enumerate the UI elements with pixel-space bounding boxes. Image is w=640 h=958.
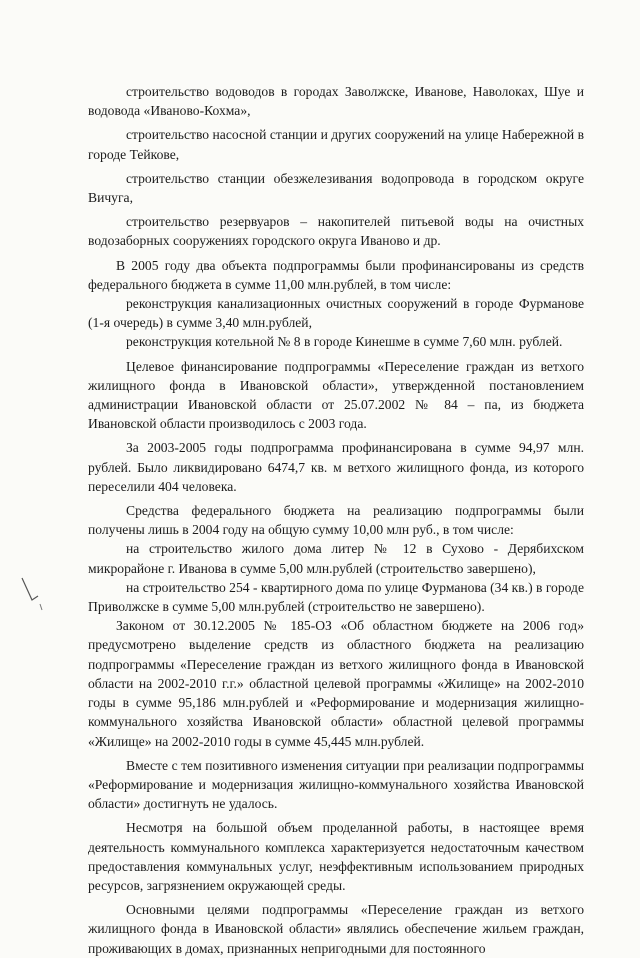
paragraph-16: Основными целями подпрограммы «Переселение граждан из ветхого жилищного фонда в Ивановской области» являлись обеспечение жильем граждан, проживающих в домах, признанных непригодными для постоянного <box>88 902 584 956</box>
paragraph-2: строительство насосной станции и других сооружений на улице Набережной в городе Тейкове, <box>88 127 584 162</box>
paragraph-7: реконструкция котельной № 8 в городе Кинешме в сумме 7,60 млн. рублей. <box>126 334 563 350</box>
paragraph-10: Средства федерального бюджета на реализацию подпрограммы были получены лишь в 2004 году на общую сумму 10,00 млн руб., в том числе: <box>88 503 584 538</box>
paragraph-13: Законом от 30.12.2005 № 185-ОЗ «Об областном бюджете на 2006 год» предусмотрено выделение средств из областного бюджета на реализацию подпрограммы «Переселение граждан из ветхого жилищного фонда в Ивановской области на 2002-2010 г.г.» областной целевой программы «Жилище» на 2002-2010 годы в сумме 95,186 млн.рублей и «Реформирование и модернизация жилищно-коммунального хозяйства Ивановской области» областной целевой программы «Жилище» на 2002-2010 годы в сумме 45,445 млн.рублей. <box>88 618 584 749</box>
paragraph-1: строительство водоводов в городах Заволжске, Иванове, Наволоках, Шуе и водовода «Иваново-Кохма», <box>88 84 584 119</box>
paragraph-4: строительство резервуаров – накопителей питьевой воды на очистных водозаборных сооружениях городского округа Иваново и др. <box>88 214 584 249</box>
paragraph-5: В 2005 году два объекта подпрограммы были профинансированы из средств федерального бюджета в сумме 11,00 млн.рублей, в том числе: <box>88 257 584 292</box>
paragraph-8: Целевое финансирование подпрограммы «Переселение граждан из ветхого жилищного фонда в Ивановской области», утвержденной постановлением администрации Ивановской области от 25.07.2002 № 84 – па, из бюджета Ивановской области производилось с 2003 года. <box>88 358 584 432</box>
paragraph-11: на строительство жилого дома литер № 12 в Сухово - Дерябихском микрорайоне г. Иванова в сумме 5,00 млн.рублей (строительство завершено), <box>88 541 584 576</box>
paragraph-15: Несмотря на большой объем проделанной работы, в настоящее время деятельность коммунального комплекса характеризуется недостаточным качеством предоставления коммунальных услуг, неэффективным использованием природных ресурсов, загрязнением окружающей среды. <box>88 820 584 893</box>
paragraph-12: на строительство 254 - квартирного дома по улице Фурманова (34 кв.) в городе Приволжске в сумме 5,00 млн.рублей (строительство не завершено). <box>88 579 585 615</box>
paragraph-9: За 2003-2005 годы подпрограмма профинансирована в сумме 94,97 млн. рублей. Было ликвидировано 6474,7 кв. м ветхого жилищного фонда, из которого переселили 404 человека. <box>88 440 584 494</box>
paragraph-14: Вместе с тем позитивного изменения ситуации при реализации подпрограммы «Реформирование и модернизация жилищно-коммунального хозяйства Ивановской области» достигнуть не удалось. <box>88 757 584 812</box>
margin-pen-mark <box>18 574 48 614</box>
paragraph-6: реконструкция канализационных очистных сооружений в городе Фурманове (1-я очередь) в сумме 3,40 млн.рублей, <box>88 296 584 331</box>
paragraph-3: строительство станции обезжелезивания водопровода в городском округе Вичуга, <box>88 170 584 206</box>
document-page <box>88 82 584 958</box>
